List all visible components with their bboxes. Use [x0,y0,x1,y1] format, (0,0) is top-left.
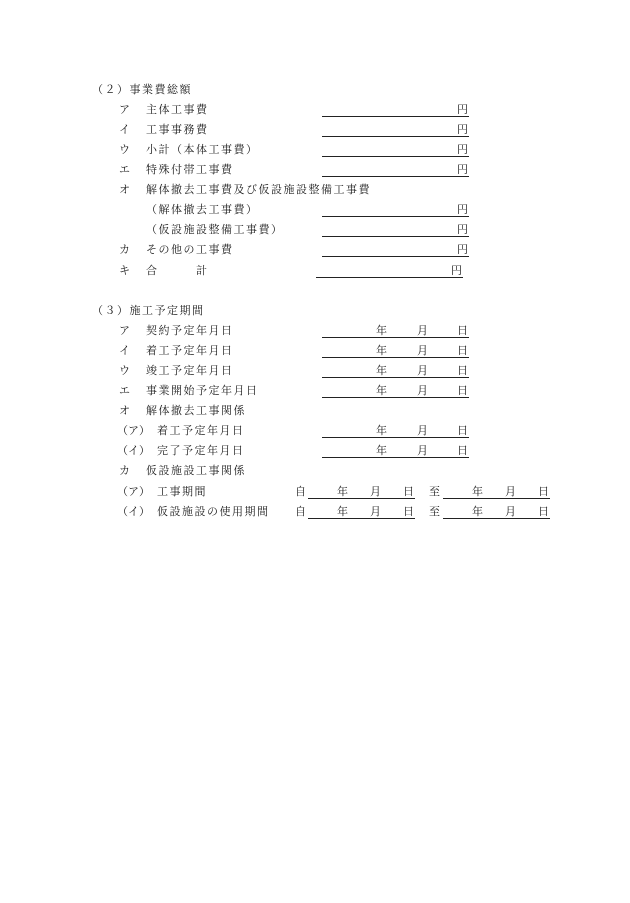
date-field-underline[interactable] [322,357,469,358]
month-unit: 月 [505,485,518,498]
year-unit: 年 [376,324,389,337]
to-date-field-underline[interactable] [443,498,550,499]
item-label-demolition-start-date: 着工予定年月日 [157,424,245,437]
day-unit: 日 [538,505,551,518]
day-unit: 日 [457,444,470,457]
item-label-office-cost: 工事事務費 [146,123,209,136]
date-field-underline[interactable] [322,397,469,398]
to-label: 至 [429,485,442,498]
item-mark: ウ [119,143,132,156]
item-mark: （イ） [117,444,150,457]
item-label-business-start-date: 事業開始予定年月日 [146,384,259,397]
item-mark: キ [119,264,132,277]
year-unit: 年 [376,344,389,357]
day-unit: 日 [457,364,470,377]
item-mark: イ [119,123,132,136]
from-date-field-underline[interactable] [308,518,415,519]
date-field-underline[interactable] [322,377,469,378]
day-unit: 日 [457,384,470,397]
date-field-underline[interactable] [322,457,469,458]
item-label-demolition-related: 解体撤去工事関係 [146,404,246,417]
from-date-field-underline[interactable] [308,498,415,499]
item-label-subtotal: 小計（本体工事費） [146,143,259,156]
item-label-start-date: 着工予定年月日 [146,344,234,357]
month-unit: 月 [505,505,518,518]
to-date-field-underline[interactable] [443,518,550,519]
amount-field-underline-total[interactable] [316,277,463,278]
yen-unit: 円 [457,163,470,176]
item-mark: オ [119,183,132,196]
item-label-construction-period: 工事期間 [157,485,207,498]
item-mark: （ア） [117,485,150,498]
section-2-heading: （２）事業費総額 [92,83,192,96]
item-mark: （イ） [117,505,150,518]
from-label: 自 [295,485,308,498]
day-unit: 日 [457,344,470,357]
section-3-heading: （３）施工予定期間 [92,304,205,317]
item-mark: エ [119,163,132,176]
year-unit: 年 [376,444,389,457]
item-label-special-cost: 特殊付帯工事費 [146,163,234,176]
item-mark: ウ [119,364,132,377]
year-unit: 年 [376,364,389,377]
month-unit: 月 [417,364,430,377]
from-label: 自 [295,505,308,518]
item-label-main-construction: 主体工事費 [146,103,209,116]
amount-field-underline[interactable] [322,216,469,217]
year-unit: 年 [472,505,485,518]
item-mark: （ア） [117,424,150,437]
yen-unit: 円 [451,264,464,277]
month-unit: 月 [417,344,430,357]
yen-unit: 円 [457,103,470,116]
amount-field-underline[interactable] [322,236,469,237]
amount-field-underline[interactable] [322,136,469,137]
to-label: 至 [429,505,442,518]
item-label-temporary-facility-use-period: 仮設施設の使用期間 [157,505,270,518]
month-unit: 月 [417,324,430,337]
month-unit: 月 [417,424,430,437]
month-unit: 月 [370,505,383,518]
yen-unit: 円 [457,223,470,236]
amount-field-underline[interactable] [322,176,469,177]
item-label-demolition-and-temporary: 解体撤去工事費及び仮設施設整備工事費 [146,183,371,196]
item-label-contract-date: 契約予定年月日 [146,324,234,337]
day-unit: 日 [457,324,470,337]
amount-field-underline[interactable] [322,156,469,157]
month-unit: 月 [417,444,430,457]
item-label-temporary-facility-related: 仮設施設工事関係 [146,464,246,477]
year-unit: 年 [337,485,350,498]
date-field-underline[interactable] [322,437,469,438]
item-mark: ア [119,324,132,337]
year-unit: 年 [376,384,389,397]
day-unit: 日 [403,485,416,498]
item-mark: イ [119,344,132,357]
month-unit: 月 [417,384,430,397]
yen-unit: 円 [457,243,470,256]
day-unit: 日 [403,505,416,518]
item-mark: オ [119,404,132,417]
item-label-completion-date: 竣工予定年月日 [146,364,234,377]
yen-unit: 円 [457,143,470,156]
item-mark: ア [119,103,132,116]
item-mark: カ [119,464,132,477]
month-unit: 月 [370,485,383,498]
item-label-demolition-cost: （解体撤去工事費） [146,203,259,216]
amount-field-underline[interactable] [322,256,469,257]
amount-field-underline[interactable] [322,116,469,117]
item-mark: エ [119,384,132,397]
item-label-demolition-end-date: 完了予定年月日 [157,444,245,457]
yen-unit: 円 [457,203,470,216]
item-label-temporary-facility-cost: （仮設施設整備工事費） [146,223,284,236]
year-unit: 年 [376,424,389,437]
item-label-other-cost: その他の工事費 [146,243,234,256]
date-field-underline[interactable] [322,337,469,338]
day-unit: 日 [457,424,470,437]
day-unit: 日 [538,485,551,498]
item-label-total: 合 計 [146,264,209,277]
year-unit: 年 [337,505,350,518]
yen-unit: 円 [457,123,470,136]
year-unit: 年 [472,485,485,498]
item-mark: カ [119,243,132,256]
